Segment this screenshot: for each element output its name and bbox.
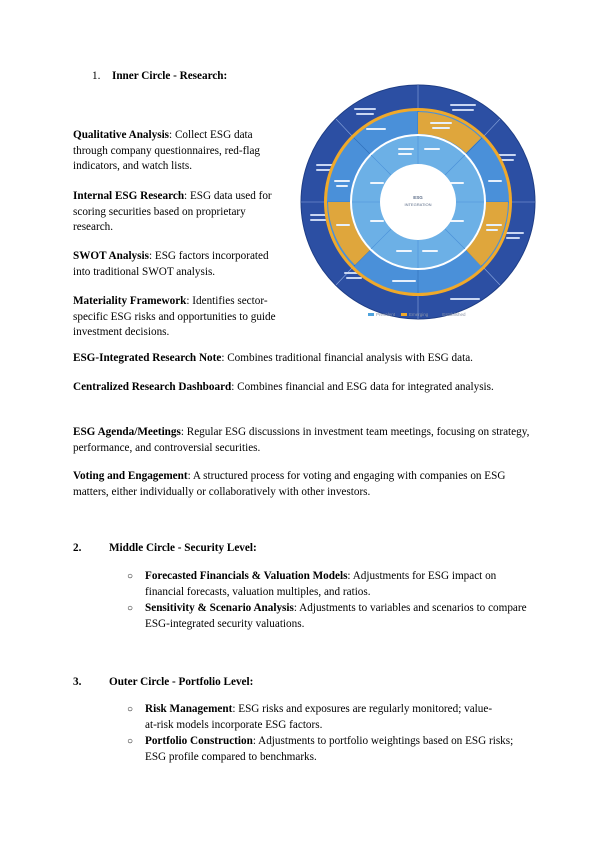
description: : ESG data used for scoring securities based on proprietary research. (73, 190, 272, 234)
list-item-risk-management (145, 702, 500, 733)
paragraph-esg-integrated-research-note (73, 351, 533, 367)
paragraph-esg-agenda-meetings (73, 425, 533, 456)
center-subtitle: INTEGRATION (404, 202, 432, 207)
section-2-title: Middle Circle - Security Level: (109, 542, 257, 554)
bullet-icon: ○ (127, 603, 134, 614)
bullet-icon: ○ (127, 736, 134, 747)
list-item-forecasted-financials (145, 569, 530, 600)
section-3-heading (73, 676, 373, 688)
term: Centralized Research Dashboard (73, 381, 232, 393)
paragraph-voting-and-engagement (73, 469, 533, 500)
description: : Collect ESG data through company questionnaires, red-flag indicators, and watch lists. (73, 129, 261, 173)
term: Sensitivity & Scenario Analysis (145, 602, 294, 614)
legend-item-established (434, 312, 465, 317)
legend-item-prevalent (368, 312, 395, 317)
section-1-number: 1. (92, 70, 101, 82)
paragraph-centralized-research-dashboard (73, 380, 528, 396)
description: : ESG risks and exposures are regularly monitored; value-at-risk models incorporate ESG factors. (145, 703, 493, 731)
paragraph-internal-esg-research (73, 189, 285, 236)
term: Portfolio Construction (145, 735, 253, 747)
section-3-number: 3. (73, 676, 82, 688)
term: Voting and Engagement (73, 470, 188, 482)
bullet-icon: ○ (127, 704, 134, 715)
term: Materiality Framework (73, 295, 187, 307)
description: : Adjustments to variables and scenarios to compare ESG-integrated security valuations. (145, 602, 527, 630)
legend-label: Emerging (409, 312, 429, 317)
list-item-portfolio-construction (145, 734, 530, 765)
paragraph-swot-analysis (73, 249, 288, 280)
description: : Adjustments for ESG impact on financial forecasts, valuation multiples, and ratios. (145, 570, 497, 598)
term: Qualitative Analysis (73, 129, 170, 141)
description: : Combines traditional financial analysis with ESG data. (221, 352, 473, 364)
legend-label: Prevalent (376, 312, 396, 317)
bullet-icon: ○ (127, 571, 134, 582)
legend-label: Established (442, 312, 466, 317)
diagram-legend (368, 312, 466, 317)
legend-swatch (434, 313, 440, 316)
section-2-heading (73, 542, 373, 554)
section-3-title: Outer Circle - Portfolio Level: (109, 676, 254, 688)
legend-item-emerging (401, 312, 428, 317)
legend-swatch (401, 313, 407, 316)
term: Forecasted Financials & Valuation Models (145, 570, 348, 582)
description: : Combines financial and ESG data for integrated analysis. (231, 381, 494, 393)
description: : Regular ESG discussions in investment team meetings, focusing on strategy, performance, and controversial securities. (73, 426, 530, 454)
description: : ESG factors incorporated into traditional SWOT analysis. (73, 250, 269, 278)
section-1-title: Inner Circle - Research: (111, 70, 228, 82)
description: : Identifies sector-specific ESG risks and opportunities to guide investment decisions. (73, 295, 276, 339)
paragraph-qualitative-analysis (73, 128, 283, 175)
term: Risk Management (145, 703, 233, 715)
term: ESG-Integrated Research Note (73, 352, 222, 364)
section-2-number: 2. (73, 542, 82, 554)
section-1-heading (92, 70, 227, 82)
description: : A structured process for voting and engaging with companies on ESG matters, either individually or collaboratively with other investors. (73, 470, 506, 498)
description: : Adjustments to portfolio weightings based on ESG risks; ESG profile compared to benchmarks. (145, 735, 514, 763)
esg-integration-diagram (300, 84, 536, 320)
term: SWOT Analysis (73, 250, 149, 262)
term: Internal ESG Research (73, 190, 185, 202)
center-title: ESG (413, 195, 423, 200)
term: ESG Agenda/Meetings (73, 426, 181, 438)
paragraph-materiality-framework (73, 294, 285, 341)
legend-swatch (368, 313, 374, 316)
list-item-sensitivity-analysis (145, 601, 530, 632)
